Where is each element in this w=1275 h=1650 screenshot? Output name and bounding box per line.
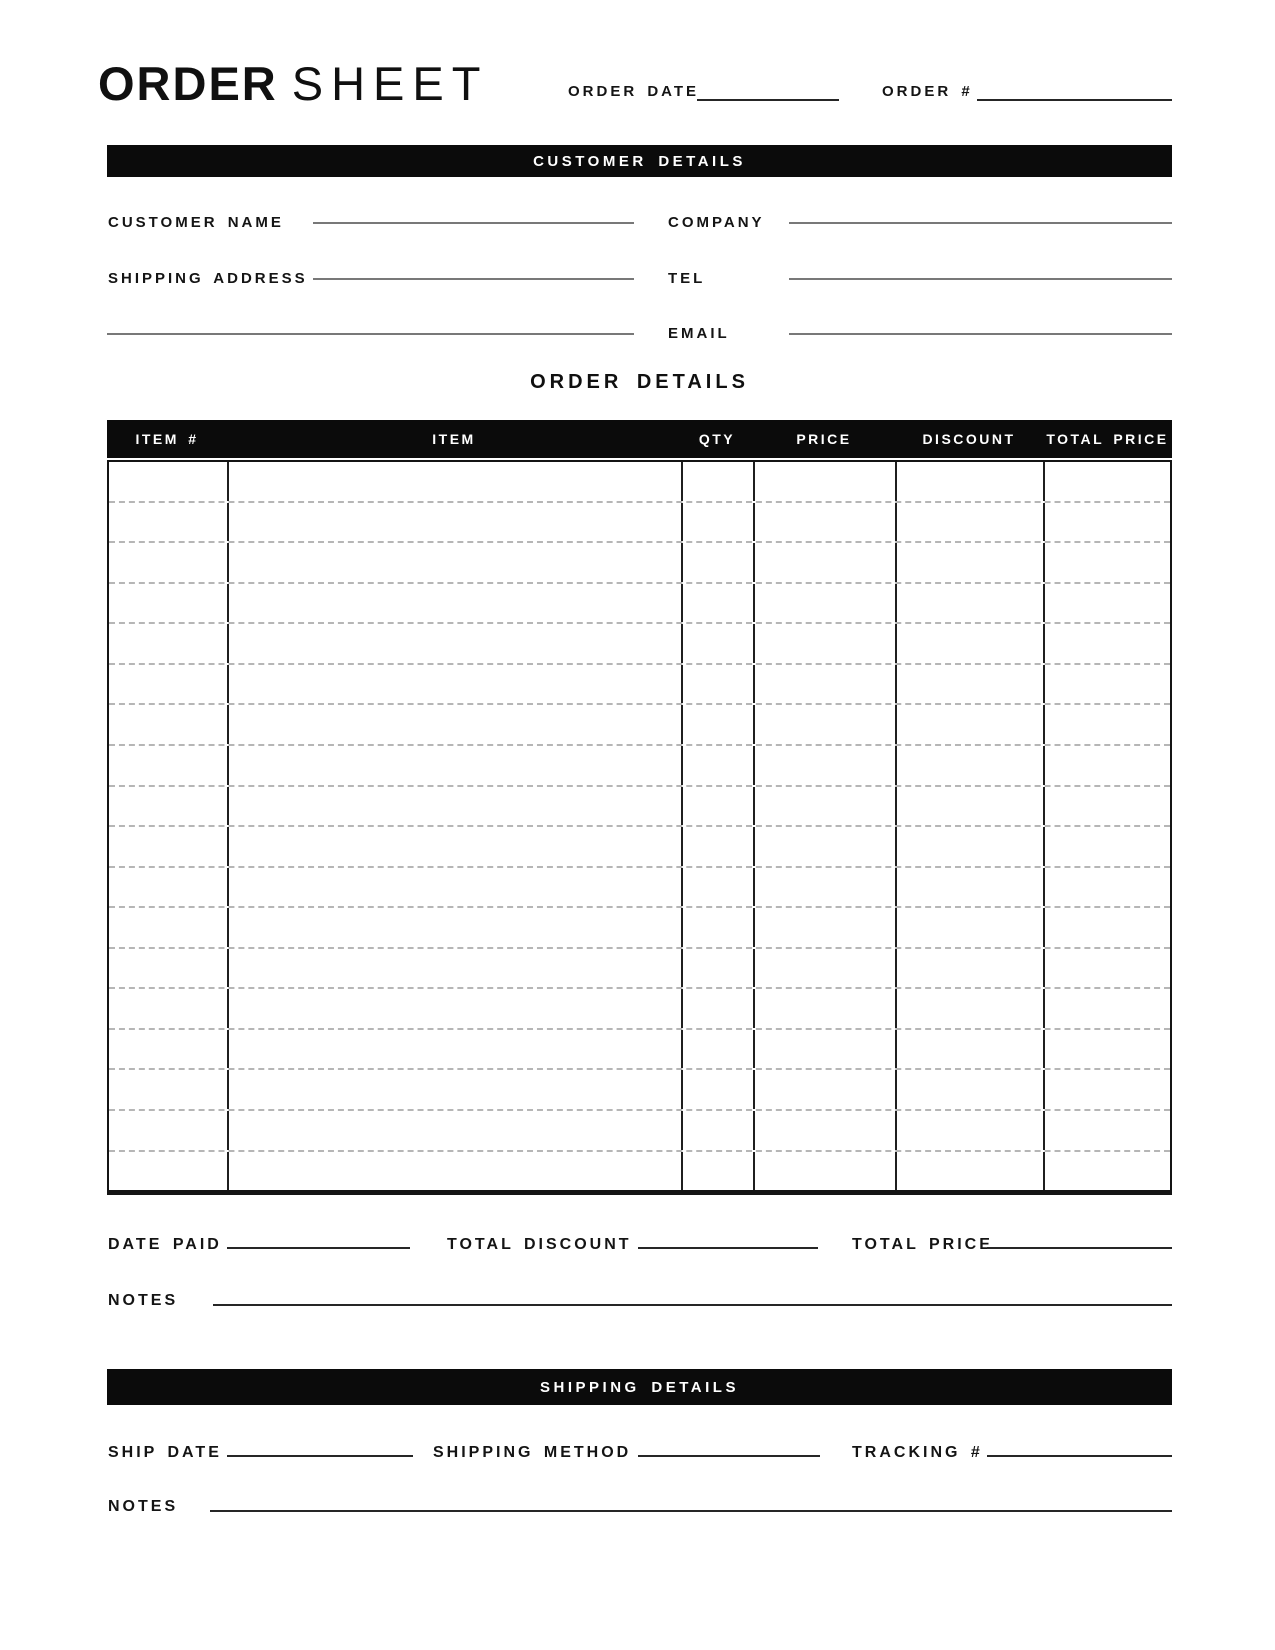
column-header-total-price: TOTAL PRICE [1046,431,1169,447]
order-table-cell[interactable] [755,1111,897,1150]
order-table-row [109,746,1170,787]
order-table-cell[interactable] [897,705,1045,744]
order-table-row [109,665,1170,706]
order-table-cell[interactable] [229,1070,683,1109]
order-table-cell[interactable] [683,462,755,501]
order-table-cell[interactable] [755,949,897,988]
email-label: EMAIL [668,325,730,342]
order-table-cell[interactable] [109,787,229,826]
order-table-cell[interactable] [109,827,229,866]
order-table-cell[interactable] [897,543,1045,582]
date-paid-label: DATE PAID [108,1236,222,1253]
order-table-cell[interactable] [897,1070,1045,1109]
order-number-label: ORDER # [882,83,973,100]
order-table-cell[interactable] [1045,1111,1170,1150]
column-header-item-number: ITEM # [135,431,199,447]
order-table-cell[interactable] [109,665,229,704]
order-table-cell[interactable] [229,665,683,704]
order-table-cell[interactable] [1045,787,1170,826]
order-table-cell[interactable] [1045,584,1170,623]
order-table-cell[interactable] [755,1070,897,1109]
company-field-line[interactable] [789,222,1172,224]
order-table-cell[interactable] [683,705,755,744]
order-table-cell[interactable] [109,1152,229,1191]
order-table-cell[interactable] [1045,624,1170,663]
order-table-cell[interactable] [897,746,1045,785]
order-table-cell[interactable] [109,543,229,582]
order-table-cell[interactable] [897,503,1045,542]
column-header-discount: DISCOUNT [922,431,1016,447]
tel-label: TEL [668,270,706,287]
column-header-qty: QTY [698,431,736,447]
total-price-field-line[interactable] [987,1247,1172,1249]
customer-details-section-bar [107,145,1172,177]
order-table-cell[interactable] [897,462,1045,501]
shipping-details-section-bar [107,1369,1172,1405]
order-number-field-line[interactable] [977,99,1172,101]
order-table-cell[interactable] [1045,1152,1170,1191]
order-table-cell[interactable] [897,787,1045,826]
order-table-cell[interactable] [229,1152,683,1191]
order-table-cell[interactable] [229,584,683,623]
shipping-address-overflow-line[interactable] [107,333,634,335]
order-table-cell[interactable] [683,949,755,988]
order-table-cell[interactable] [755,746,897,785]
order-table-cell[interactable] [683,543,755,582]
order-table-cell[interactable] [755,543,897,582]
order-table-cell[interactable] [897,949,1045,988]
tel-field-line[interactable] [789,278,1172,280]
order-table-row [109,868,1170,909]
total-price-label: TOTAL PRICE [852,1236,993,1253]
order-table-row [109,543,1170,584]
order-table-row [109,1030,1170,1071]
order-table-cell[interactable] [229,462,683,501]
order-table-cell[interactable] [109,1070,229,1109]
order-notes-label: NOTES [108,1292,179,1309]
order-date-label: ORDER DATE [568,83,700,100]
order-table-cell[interactable] [755,1030,897,1069]
order-details-heading: ORDER DETAILS [530,371,749,393]
order-table-cell[interactable] [683,1152,755,1191]
total-discount-field-line[interactable] [638,1247,818,1249]
order-table-cell[interactable] [755,989,897,1028]
order-table-cell[interactable] [1045,665,1170,704]
shipping-address-label: SHIPPING ADDRESS [108,270,308,287]
order-table-cell[interactable] [1045,989,1170,1028]
order-table-cell[interactable] [229,624,683,663]
order-table-cell[interactable] [897,827,1045,866]
shipping-method-field-line[interactable] [638,1455,820,1457]
shipping-address-field-line[interactable] [313,278,634,280]
order-table-row [109,705,1170,746]
order-table-cell[interactable] [109,868,229,907]
order-table-cell[interactable] [229,1111,683,1150]
order-table-cell[interactable] [109,705,229,744]
email-field-line[interactable] [789,333,1172,335]
order-table-cell[interactable] [109,949,229,988]
order-table-cell[interactable] [683,624,755,663]
order-table-cell[interactable] [897,868,1045,907]
order-table-cell[interactable] [683,665,755,704]
order-table-row [109,1111,1170,1152]
order-table-cell[interactable] [897,624,1045,663]
order-table-cell[interactable] [229,543,683,582]
page-title [98,57,489,110]
order-table-cell[interactable] [109,989,229,1028]
order-table-row [109,584,1170,625]
order-table-cell[interactable] [229,868,683,907]
order-table-cell[interactable] [755,665,897,704]
order-table-cell[interactable] [109,462,229,501]
order-table-row [109,908,1170,949]
order-table-cell[interactable] [755,462,897,501]
tracking-number-label: TRACKING # [852,1444,983,1461]
order-table-cell[interactable] [897,665,1045,704]
order-table-cell[interactable] [229,746,683,785]
order-table-row [109,624,1170,665]
column-header-price: PRICE [796,431,852,447]
order-table-cell[interactable] [1045,1070,1170,1109]
order-table-cell[interactable] [1045,1030,1170,1069]
page-title-bold: ORDER [98,57,278,110]
order-table-header [107,420,1172,458]
order-table-cell[interactable] [1045,503,1170,542]
order-table-cell[interactable] [229,503,683,542]
order-table-cell[interactable] [1045,462,1170,501]
shipping-method-label: SHIPPING METHOD [433,1444,632,1461]
order-table-row [109,1152,1170,1191]
tracking-number-field-line[interactable] [987,1455,1172,1457]
order-table-cell[interactable] [109,624,229,663]
order-table-row [109,1070,1170,1111]
order-table-cell[interactable] [755,827,897,866]
order-table-cell[interactable] [683,908,755,947]
order-table-row [109,989,1170,1030]
shipping-notes-label: NOTES [108,1498,179,1515]
order-table-row [109,503,1170,544]
order-table-cell[interactable] [109,503,229,542]
customer-details-section-title: CUSTOMER DETAILS [533,152,746,170]
order-table-cell[interactable] [109,908,229,947]
shipping-details-section-title: SHIPPING DETAILS [540,1378,739,1396]
order-table-cell[interactable] [229,827,683,866]
order-table-cell[interactable] [109,1030,229,1069]
order-table-row [109,949,1170,990]
order-table-cell[interactable] [755,908,897,947]
order-table-cell[interactable] [229,908,683,947]
order-table-cell[interactable] [897,1030,1045,1069]
order-table-cell[interactable] [109,746,229,785]
order-table-cell[interactable] [755,705,897,744]
order-table-row [109,827,1170,868]
customer-name-field-line[interactable] [313,222,634,224]
order-table-cell[interactable] [229,787,683,826]
order-table-cell[interactable] [1045,949,1170,988]
order-table-cell[interactable] [683,989,755,1028]
order-table-cell[interactable] [755,584,897,623]
order-table-cell[interactable] [755,503,897,542]
order-table-cell[interactable] [229,705,683,744]
order-table-cell[interactable] [109,584,229,623]
company-label: COMPANY [668,214,765,231]
order-table-row [109,462,1170,503]
order-table-cell[interactable] [1045,908,1170,947]
order-table-body [107,460,1172,1195]
page-title-light: SHEET [291,57,489,110]
order-table-cell[interactable] [683,1070,755,1109]
order-table-cell[interactable] [1045,543,1170,582]
order-table-cell[interactable] [755,787,897,826]
order-table-cell[interactable] [683,503,755,542]
order-table-cell[interactable] [683,1111,755,1150]
order-table-cell[interactable] [897,1111,1045,1150]
order-table-cell[interactable] [1045,705,1170,744]
order-table-cell[interactable] [897,584,1045,623]
order-table-cell[interactable] [755,868,897,907]
order-table-cell[interactable] [755,624,897,663]
order-table-row [109,787,1170,828]
column-header-item: ITEM [432,431,476,447]
order-table-cell[interactable] [683,1030,755,1069]
order-table-cell[interactable] [1045,827,1170,866]
order-table-cell[interactable] [229,1030,683,1069]
order-table-cell[interactable] [1045,746,1170,785]
order-table-cell[interactable] [109,1111,229,1150]
order-table-cell[interactable] [683,584,755,623]
ship-date-field-line[interactable] [227,1455,413,1457]
order-table-cell[interactable] [897,908,1045,947]
order-table [107,420,1172,1195]
order-table-cell[interactable] [897,1152,1045,1191]
order-table-cell[interactable] [229,989,683,1028]
order-table-cell[interactable] [683,787,755,826]
order-table-cell[interactable] [683,868,755,907]
order-table-cell[interactable] [683,746,755,785]
customer-name-label: CUSTOMER NAME [108,214,284,231]
order-table-cell[interactable] [755,1152,897,1191]
order-table-cell[interactable] [1045,868,1170,907]
order-notes-field-line[interactable] [213,1304,1172,1306]
order-table-cell[interactable] [683,827,755,866]
total-discount-label: TOTAL DISCOUNT [447,1236,632,1253]
order-table-cell[interactable] [897,989,1045,1028]
shipping-notes-field-line[interactable] [210,1510,1172,1512]
order-table-cell[interactable] [229,949,683,988]
order-date-field-line[interactable] [697,99,839,101]
ship-date-label: SHIP DATE [108,1444,222,1461]
date-paid-field-line[interactable] [227,1247,410,1249]
